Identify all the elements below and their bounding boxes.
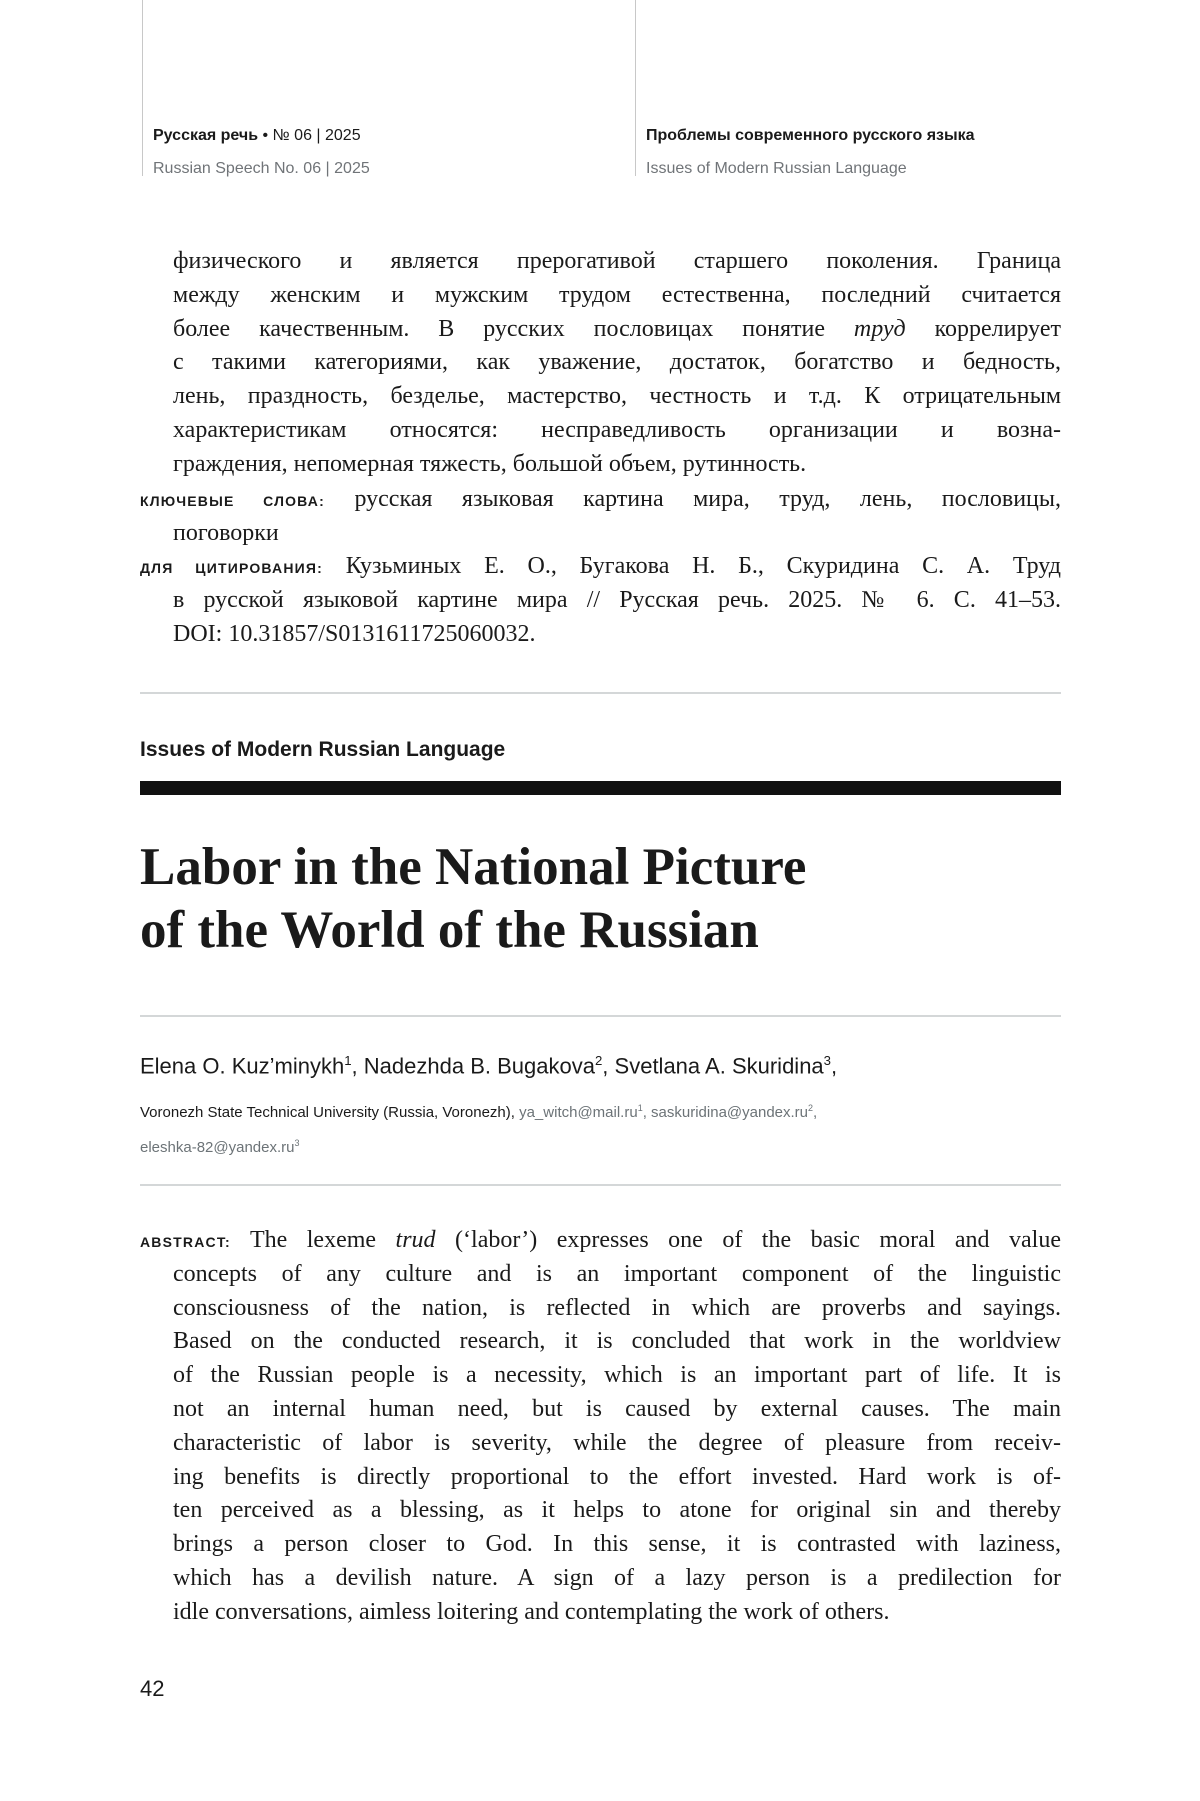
text-line <box>140 279 1061 313</box>
rubric-en: Issues of Modern Russian Language <box>646 160 907 177</box>
text-line <box>140 1427 1061 1461</box>
article-title <box>140 836 806 962</box>
text-line <box>140 1596 1061 1630</box>
text-line <box>140 1461 1061 1495</box>
text-line <box>140 1562 1061 1596</box>
text-segment: ten perceived as a blessing, as it helps to atone for original sin and thereby <box>173 1497 1061 1524</box>
email-1[interactable] <box>519 1104 643 1121</box>
italic-term: труд <box>853 315 906 342</box>
citation-label: ДЛЯ ЦИТИРОВАНИЯ: <box>140 560 324 576</box>
text-segment: consciousness of the nation, is reflected in which are proverbs and sayings. <box>173 1294 1061 1321</box>
text-segment: русская языковая картина мира, труд, лень, пословицы, <box>324 486 1062 512</box>
author-2: Nadezhda B. Bugakova <box>363 1053 595 1079</box>
text-segment: физического и является прерогативой старшего поколения. Граница <box>173 248 1061 274</box>
text-segment: The lexeme <box>230 1227 396 1253</box>
section-title: Issues of Modern Russian Language <box>140 738 506 761</box>
text-line <box>140 584 1061 618</box>
text-segment: более качественным. В русских пословицах понятие <box>173 315 854 342</box>
author-1-ref: 1 <box>344 1053 352 1068</box>
russian-abstract <box>140 245 1061 482</box>
text-line <box>140 1258 1061 1292</box>
text-segment: коррелирует <box>905 315 1062 342</box>
title-line-2: of the World of the Russian <box>140 901 759 959</box>
email-1-ref: 1 <box>637 1103 643 1113</box>
text-segment: concepts of any culture and is an important component of the linguistic <box>173 1260 1061 1287</box>
email-1-text[interactable]: ya_witch@mail.ru <box>519 1104 638 1121</box>
title-line-1: Labor in the National Picture <box>140 838 807 896</box>
text-line <box>140 448 1061 482</box>
text-line <box>140 1393 1061 1427</box>
affiliation: Voronezh State Technical University (Russia, Voronezh), $ya\_witch@mail.ru^1$, $saskuridina@yandex.ru^2$, eleshka-$82@yandex.ru^3$ <box>140 1103 818 1156</box>
journal-issue: • № 06 | 2025 <box>258 127 361 144</box>
text-segment: между женским и мужским трудом естественна, последний считается <box>173 281 1061 308</box>
journal-header <box>153 126 370 179</box>
text-segment: of the Russian people is a necessity, which is an important part of life. It is <box>173 1362 1061 1389</box>
text-segment: граждения, непомерная тяжесть, большой объем, рутинность. <box>173 450 807 477</box>
affiliation-text: Voronezh State Technical University (Russia, Voronezh), <box>140 1104 515 1121</box>
text-line <box>140 483 1061 517</box>
text-line <box>140 550 1061 584</box>
author-3: Svetlana A. Skuridina <box>614 1053 824 1079</box>
journal-name: Русская речь <box>153 127 259 144</box>
author-1: Elena O. Kuz’minykh <box>140 1053 345 1079</box>
email-2[interactable] <box>651 1104 813 1121</box>
author-2-ref: 2 <box>594 1053 603 1068</box>
text-segment: с такими категориями, как уважение, достаток, богатство и бедность, <box>173 349 1061 376</box>
text-segment: в русской языковой картине мира // Русская речь. 2025. № 6. С. 41–53. <box>173 586 1061 613</box>
rubric-ru: Проблемы современного русского языка <box>646 127 975 144</box>
header-divider-right <box>635 0 636 176</box>
author-3-ref: 3 <box>823 1053 832 1068</box>
email-3-text[interactable]: eleshka-82@yandex.ru <box>140 1139 295 1156</box>
page-number: 42 <box>140 1676 165 1701</box>
section-bar <box>140 781 1061 795</box>
citation <box>140 550 1061 651</box>
text-line <box>140 380 1061 414</box>
text-line <box>140 517 1061 551</box>
rubric-header <box>646 126 975 179</box>
keywords <box>140 483 1061 551</box>
text-line <box>140 1325 1061 1359</box>
divider <box>140 692 1061 694</box>
text-segment: brings a person closer to God. In this sense, it is contrasted with laziness, <box>173 1531 1061 1558</box>
text-segment: (‘labor’) expresses one of the basic moral and value <box>435 1227 1061 1253</box>
text-line <box>140 618 1061 652</box>
abstract-label: ABSTRACT: <box>140 1234 231 1250</box>
text-line <box>140 1494 1061 1528</box>
text-line <box>140 346 1061 380</box>
text-segment: характеристикам относятся: несправедливость организации и возна- <box>173 416 1061 443</box>
text-segment: idle conversations, aimless loitering and contemplating the work of others. <box>173 1598 890 1625</box>
text-line <box>140 1359 1061 1393</box>
text-segment: characteristic of labor is severity, while the degree of pleasure from receiv- <box>173 1429 1061 1456</box>
divider <box>140 1015 1061 1017</box>
email-2-ref: 2 <box>808 1103 814 1113</box>
text-line <box>140 313 1061 347</box>
english-abstract <box>140 1224 1061 1630</box>
text-segment: ing benefits is directly proportional to the effort invested. Hard work is of- <box>173 1463 1061 1490</box>
text-line <box>140 414 1061 448</box>
text-line <box>140 1292 1061 1326</box>
authors: Elena O. Kuz’minykh$^1$, Nadezhda B. Bugakova$^2$, Svetlana A. Skuridina$^3$, <box>140 1053 838 1079</box>
text-line <box>140 1528 1061 1562</box>
header-divider-left <box>142 0 143 176</box>
text-segment: Кузьминых Е. О., Бугакова Н. Б., Скуридина С. А. Труд <box>323 553 1061 579</box>
journal-name-en: Russian Speech No. 06 | 2025 <box>153 160 370 177</box>
email-3[interactable] <box>140 1139 300 1156</box>
email-2-text[interactable]: saskuridina@yandex.ru <box>651 1104 809 1121</box>
text-segment: Based on the conducted research, it is concluded that work in the worldview <box>173 1328 1061 1355</box>
email-3-ref: 3 <box>294 1138 300 1148</box>
text-segment: лень, праздность, безделье, мастерство, честность и т.д. К отрицательным <box>173 383 1061 410</box>
text-segment: not an internal human need, but is caused by external causes. The main <box>173 1395 1061 1422</box>
text-line <box>140 1224 1061 1258</box>
divider <box>140 1184 1061 1186</box>
text-line <box>140 245 1061 279</box>
text-segment: поговорки <box>173 519 279 546</box>
text-segment: DOI: 10.31857/S0131611725060032. <box>173 620 536 647</box>
italic-term: trud <box>395 1227 436 1253</box>
keywords-label: КЛЮЧЕВЫЕ СЛОВА: <box>140 493 325 509</box>
text-segment: which has a devilish nature. A sign of a lazy person is a predilection for <box>173 1564 1061 1591</box>
